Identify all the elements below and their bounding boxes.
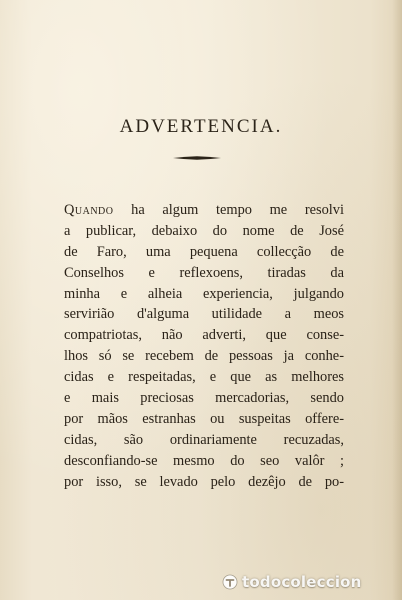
text-line: compatriotas, não adverti, que conse- [64,327,344,344]
page-edge-shadow [392,0,402,600]
text-line: servirião d'alguma utilidade a meos [64,306,344,323]
text-line: Quando ha algum tempo me resolvi [64,202,344,218]
todocoleccion-logo-icon [222,574,238,590]
text-line: por mãos estranhas ou suspeitas offere- [64,410,344,427]
page-title: ADVERTENCIA. [119,116,283,137]
text-line: a publicar, debaixo do nome de José [64,222,344,239]
text-line: cidas e respeitadas, e que as melhores [64,369,344,386]
ornamental-rule [173,155,221,161]
text-line: lhos só se recebem de pessoas ja conhe- [64,348,344,365]
text-line: desconfiando-se mesmo do seo valôr ; [64,452,344,469]
text-line: minha e alheia experiencia, julgando [64,285,344,302]
text-line: por isso, se levado pelo dezêjo de po- [64,473,344,490]
text-line: cidas, são ordinariamente recuzadas, [64,431,344,448]
lead-word: Quando [64,202,114,218]
watermark-text: todocoleccion [242,573,362,591]
text-line: de Faro, uma pequena collecção de [64,243,344,260]
text-line: Conselhos e reflexoens, tiradas da [64,264,344,281]
watermark [222,572,362,592]
body-text [64,200,344,492]
text-line: e mais preciosas mercadorias, sendo [64,390,344,407]
